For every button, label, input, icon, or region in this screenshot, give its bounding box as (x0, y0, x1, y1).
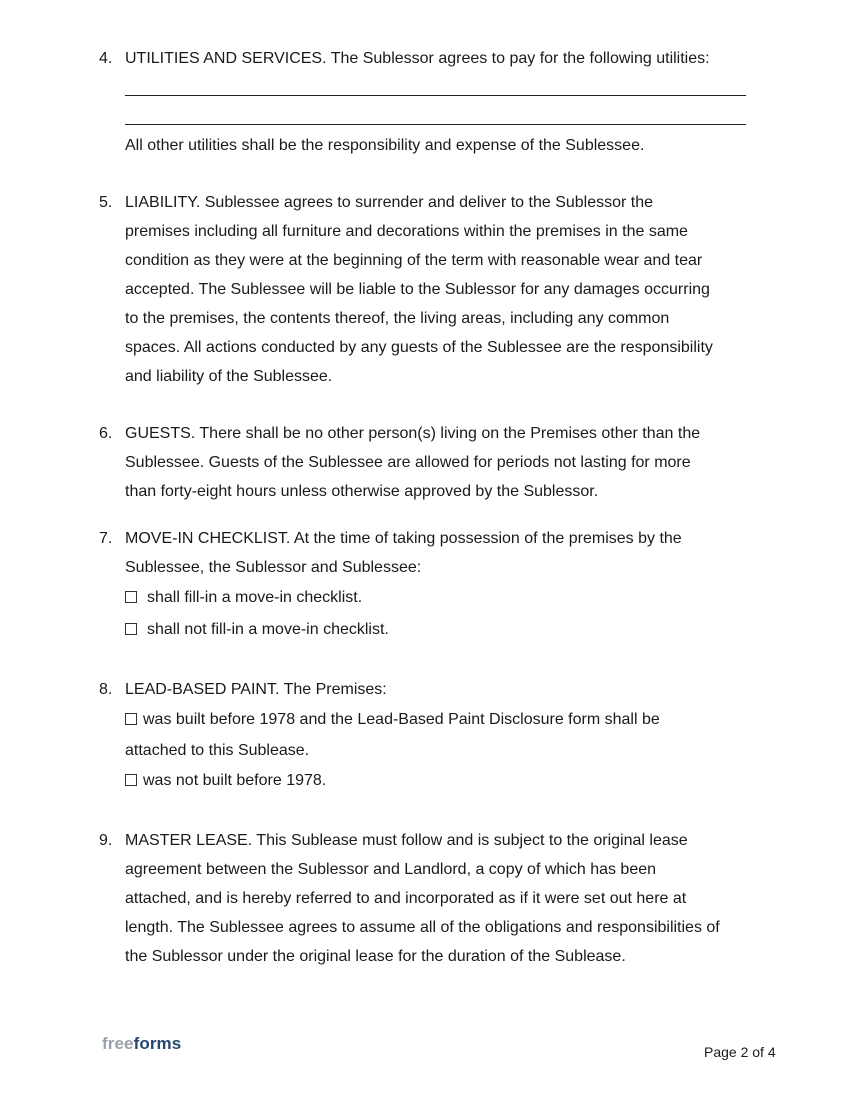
checkbox-label: shall fill-in a move-in checklist. (147, 589, 363, 606)
paragraph-line: Sublessee, the Sublessor and Sublessee: (125, 559, 422, 576)
section-number: 9. (99, 832, 113, 849)
paragraph-line: length. The Sublessee agrees to assume all of the obligations and responsibilities of (125, 919, 720, 936)
blank-line[interactable] (125, 95, 746, 96)
section-lead: The Sublessor agrees to pay for the following utilities: (330, 50, 710, 67)
paragraph-line: Sublessee. Guests of the Sublessee are allowed for periods not lasting for more (125, 454, 691, 471)
section-heading: UTILITIES AND SERVICES. (125, 50, 327, 67)
paragraph-line: than forty-eight hours unless otherwise approved by the Sublessor. (125, 483, 599, 500)
checkbox-icon[interactable] (125, 774, 137, 786)
paragraph-line: attached, and is hereby referred to and incorporated as if it were set out here at (125, 890, 687, 907)
section-number: 8. (99, 681, 113, 698)
checkbox-label-continued: attached to this Sublease. (125, 742, 310, 759)
logo-part-forms: forms (133, 1034, 182, 1053)
checkbox-icon[interactable] (125, 591, 137, 603)
checkbox-label: was not built before 1978. (143, 772, 327, 789)
checkbox-icon[interactable] (125, 713, 137, 725)
paragraph-line: GUESTS. There shall be no other person(s) living on the Premises other than the (125, 425, 701, 442)
checkbox-option[interactable] (125, 621, 389, 639)
checkbox-option[interactable] (125, 772, 326, 790)
blank-line[interactable] (125, 124, 746, 125)
paragraph-line: MOVE-IN CHECKLIST. At the time of taking possession of the premises by the (125, 530, 682, 547)
checkbox-label: was built before 1978 and the Lead-Based Paint Disclosure form shall be (143, 711, 660, 728)
section-heading-line (125, 50, 710, 68)
checkbox-option[interactable] (125, 711, 660, 729)
paragraph-line: accepted. The Sublessee will be liable to the Sublessor for any damages occurring (125, 281, 710, 298)
paragraph-line: spaces. All actions conducted by any guests of the Sublessee are the responsibility (125, 339, 713, 356)
paragraph-line: agreement between the Sublessor and Landlord, a copy of which has been (125, 861, 657, 878)
section-number: 6. (99, 425, 113, 442)
logo-part-free: free (102, 1034, 134, 1053)
section-lead: LEAD-BASED PAINT. The Premises: (125, 681, 387, 698)
section-text: All other utilities shall be the responsibility and expense of the Sublessee. (125, 137, 645, 154)
page-number: Page 2 of 4 (704, 1044, 776, 1060)
paragraph-line: condition as they were at the beginning of the term with reasonable wear and tear (125, 252, 703, 269)
paragraph-line: MASTER LEASE. This Sublease must follow and is subject to the original lease (125, 832, 688, 849)
paragraph-line: LIABILITY. Sublessee agrees to surrender and deliver to the Sublessor the (125, 194, 654, 211)
checkbox-label: shall not fill-in a move-in checklist. (147, 621, 389, 638)
paragraph-line: the Sublessor under the original lease for the duration of the Sublease. (125, 948, 626, 965)
paragraph-line: and liability of the Sublessee. (125, 368, 333, 385)
section-number: 4. (99, 50, 113, 67)
paragraph-line: premises including all furniture and decorations within the premises in the same (125, 223, 688, 240)
section-number: 5. (99, 194, 113, 211)
paragraph-line: to the premises, the contents thereof, the living areas, including any common (125, 310, 670, 327)
checkbox-icon[interactable] (125, 623, 137, 635)
freeforms-logo (102, 1034, 181, 1054)
checkbox-option[interactable] (125, 589, 362, 607)
section-number: 7. (99, 530, 113, 547)
